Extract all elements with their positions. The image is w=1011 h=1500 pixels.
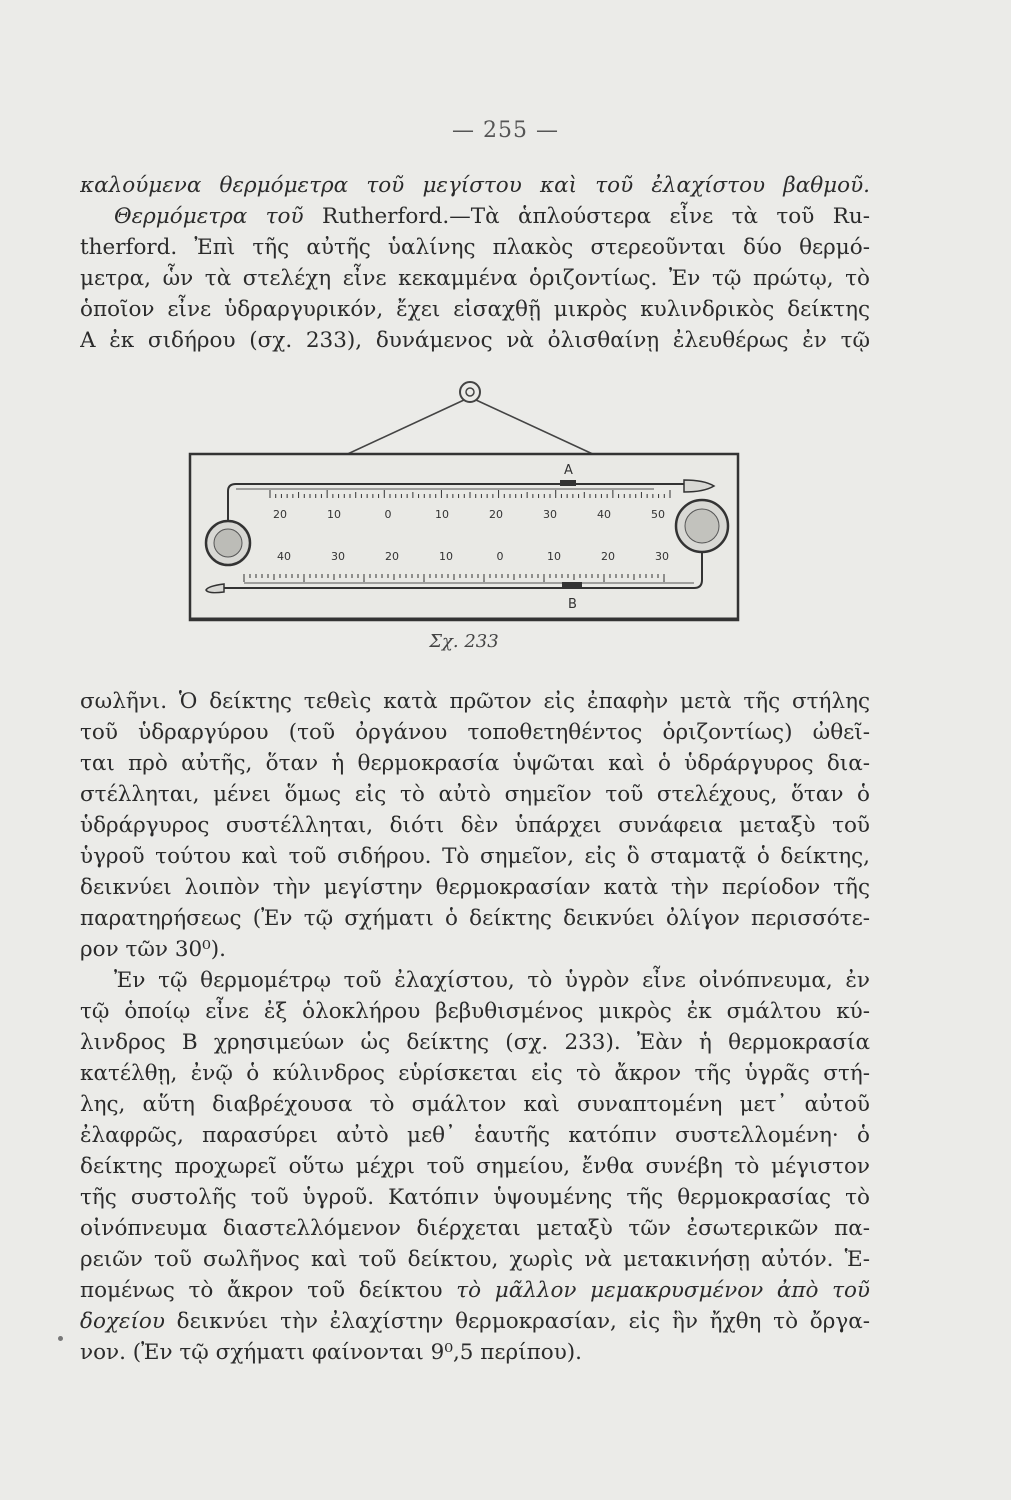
paragraph-bottom xyxy=(80,686,870,1368)
text-span: νον. (Ἐν τῷ σχήματι φαίνονται 9⁰,5 περίπου). xyxy=(80,1340,582,1365)
text-line xyxy=(80,903,870,934)
text-line xyxy=(80,1151,870,1182)
text-span: τῷ ὁποίῳ εἶνε ἐξ ὁλοκλήρου βεβυθισμένος μικρὸς ἐκ σμάλτου κύ- xyxy=(80,999,870,1024)
figure-thermometer xyxy=(184,376,744,661)
text-span: τῆς συστολῆς τοῦ ὑγροῦ. Κατόπιν ὑψουμένης τῆς θερμοκρασίας τὸ xyxy=(80,1185,870,1210)
text-span: Α ἐκ σιδήρου (σχ. 233), δυνάμενος νὰ ὀλισθαίνῃ ἐλευθέρως ἐν τῷ xyxy=(80,328,870,353)
text-line xyxy=(80,686,870,717)
text-line xyxy=(80,1058,870,1089)
text-span: ρον τῶν 30⁰). xyxy=(80,937,227,962)
figure-caption: Σχ. 233 xyxy=(429,631,499,652)
page-number: — 255 — xyxy=(452,118,559,143)
index-a xyxy=(560,480,576,486)
label-a: A xyxy=(564,463,573,478)
text-span: ρειῶν τοῦ σωλῆνος καὶ τοῦ δείκτου, χωρὶς νὰ μετακινήσῃ αὐτόν. Ἑ- xyxy=(80,1247,870,1272)
text-span: ἐλαφρῶς, παρασύρει αὐτὸ μεθ᾽ ἑαυτῆς κατόπιν συστελλομένη· ὁ xyxy=(80,1123,870,1148)
text-line xyxy=(80,325,870,356)
thermometer-drawing xyxy=(184,376,744,626)
text-span: παρατηρήσεως (Ἐν τῷ σχήματι ὁ δείκτης δεικνύει ὀλίγον περισσότε- xyxy=(80,906,870,931)
text-span: ὑδράργυρος συστέλληται, διότι δὲν ὑπάρχει συνάφεια μεταξὺ τοῦ xyxy=(80,813,870,838)
text-line xyxy=(80,201,870,232)
scale-label: 10 xyxy=(547,550,561,563)
text-line xyxy=(80,965,870,996)
scale-label: 30 xyxy=(655,550,669,563)
text-span: δείκτης προχωρεῖ οὕτω μέχρι τοῦ σημείου, ἔνθα συνέβη τὸ μέγιστον xyxy=(80,1154,870,1179)
margin-dot xyxy=(58,1336,63,1341)
text-line xyxy=(80,1182,870,1213)
text-span: Ἐν τῷ θερμομέτρῳ τοῦ ἐλαχίστου, τὸ ὑγρὸν εἶνε οἰνόπνευμα, ἐν xyxy=(114,968,870,993)
text-span: δεικνύει λοιπὸν τὴν μεγίστην θερμοκρασίαν κατὰ τὴν περίοδον τῆς xyxy=(80,875,870,900)
scale-label: 20 xyxy=(385,550,399,563)
text-line xyxy=(80,232,870,263)
text-line xyxy=(80,810,870,841)
scale-label: 10 xyxy=(435,508,449,521)
text-line xyxy=(80,841,870,872)
text-span: κατέλθῃ, ἐνῷ ὁ κύλινδρος εὑρίσκεται εἰς τὸ ἄκρον τῆς ὑγρᾶς στή- xyxy=(80,1061,870,1086)
text-span: ται πρὸ αὐτῆς, ὅταν ἡ θερμοκρασία ὑψῶται καὶ ὁ ὑδράργυρος δια- xyxy=(80,751,870,776)
text-line xyxy=(80,1337,870,1368)
text-line xyxy=(80,872,870,903)
text-line xyxy=(80,934,870,965)
text-span: Rutherford.—Τὰ ἁπλούστερα εἶνε τὰ τοῦ Ru- xyxy=(321,204,870,229)
text-span: λινδρος Β χρησιμεύων ὡς δείκτης (σχ. 233). Ἐὰν ἡ θερμοκρασία xyxy=(80,1030,870,1055)
text-span: λης, αὕτη διαβρέχουσα τὸ σμάλτον καὶ συναπτομένη μετ᾽ αὐτοῦ xyxy=(80,1092,870,1117)
scale-label: 30 xyxy=(331,550,345,563)
text-line xyxy=(80,1275,870,1306)
scale-label: 0 xyxy=(496,550,504,563)
text-span: στέλληται, μένει ὅμως εἰς τὸ αὐτὸ σημεῖον τοῦ στελέχους, ὅταν ὁ xyxy=(80,782,870,807)
paragraph-top xyxy=(80,170,870,356)
text-line xyxy=(80,1213,870,1244)
text-line xyxy=(80,748,870,779)
text-line xyxy=(80,263,870,294)
scale-label: 50 xyxy=(651,508,665,521)
text-span: τοῦ ὑδραργύρου (τοῦ ὀργάνου τοποθετηθέντος ὁριζοντίως) ὠθεῖ- xyxy=(80,720,870,745)
text-span: μετρα, ὧν τὰ στελέχη εἶνε κεκαμμένα ὁριζοντίως. Ἐν τῷ πρώτῳ, τὸ xyxy=(80,266,870,291)
scale-label: 30 xyxy=(543,508,557,521)
index-b xyxy=(562,582,582,588)
text-span: πομένως τὸ ἄκρον τοῦ δείκτου xyxy=(80,1278,457,1303)
scale-label: 10 xyxy=(327,508,341,521)
text-span: σωλῆνι. Ὁ δείκτης τεθεὶς κατὰ πρῶτον εἰς ἐπαφὴν μετὰ τῆς στήλης xyxy=(80,689,870,714)
text-span: ὑγροῦ τούτου καὶ τοῦ σιδήρου. Τὸ σημεῖον, εἰς ὃ σταματᾷ ὁ δείκτης, xyxy=(80,844,870,869)
text-line xyxy=(80,779,870,810)
scale-label: 40 xyxy=(277,550,291,563)
text-line xyxy=(80,1306,870,1337)
text-line xyxy=(80,717,870,748)
text-line xyxy=(80,1027,870,1058)
text-span: καλούμενα θερμόμετρα τοῦ μεγίστου καὶ τοῦ ἐλαχίστου βαθμοῦ. xyxy=(80,173,870,198)
scale-label: 40 xyxy=(597,508,611,521)
text-span: therford. Ἐπὶ τῆς αὐτῆς ὑαλίνης πλακὸς στερεοῦνται δύο θερμό- xyxy=(80,235,870,260)
text-line xyxy=(80,1244,870,1275)
glass-plate xyxy=(190,454,738,620)
label-b: B xyxy=(568,597,577,612)
text-span: δεικνύει τὴν ἐλαχίστην θερμοκρασίαν, εἰς ἣν ἤχθη τὸ ὄργα- xyxy=(176,1309,870,1334)
text-line xyxy=(80,170,870,201)
text-line xyxy=(80,1089,870,1120)
text-span: δοχείου xyxy=(80,1309,177,1334)
text-line xyxy=(80,1120,870,1151)
scale-label: 20 xyxy=(601,550,615,563)
scale-label: 20 xyxy=(489,508,503,521)
text-span: Θερμόμετρα τοῦ xyxy=(114,204,322,229)
text-span: οἰνόπνευμα διαστελλόμενον διέρχεται μεταξὺ τῶν ἐσωτερικῶν πα- xyxy=(80,1216,870,1241)
scale-label: 20 xyxy=(273,508,287,521)
hanging-ring xyxy=(460,382,480,402)
text-span: τὸ μᾶλλον μεμακρυσμένον ἀπὸ τοῦ xyxy=(456,1278,870,1303)
text-span: ὁποῖον εἶνε ὑδραργυρικόν, ἔχει εἰσαχθῇ μικρὸς κυλινδρικὸς δείκτης xyxy=(80,297,870,322)
scale-label: 0 xyxy=(384,508,392,521)
text-line xyxy=(80,294,870,325)
text-line xyxy=(80,996,870,1027)
scale-label: 10 xyxy=(439,550,453,563)
